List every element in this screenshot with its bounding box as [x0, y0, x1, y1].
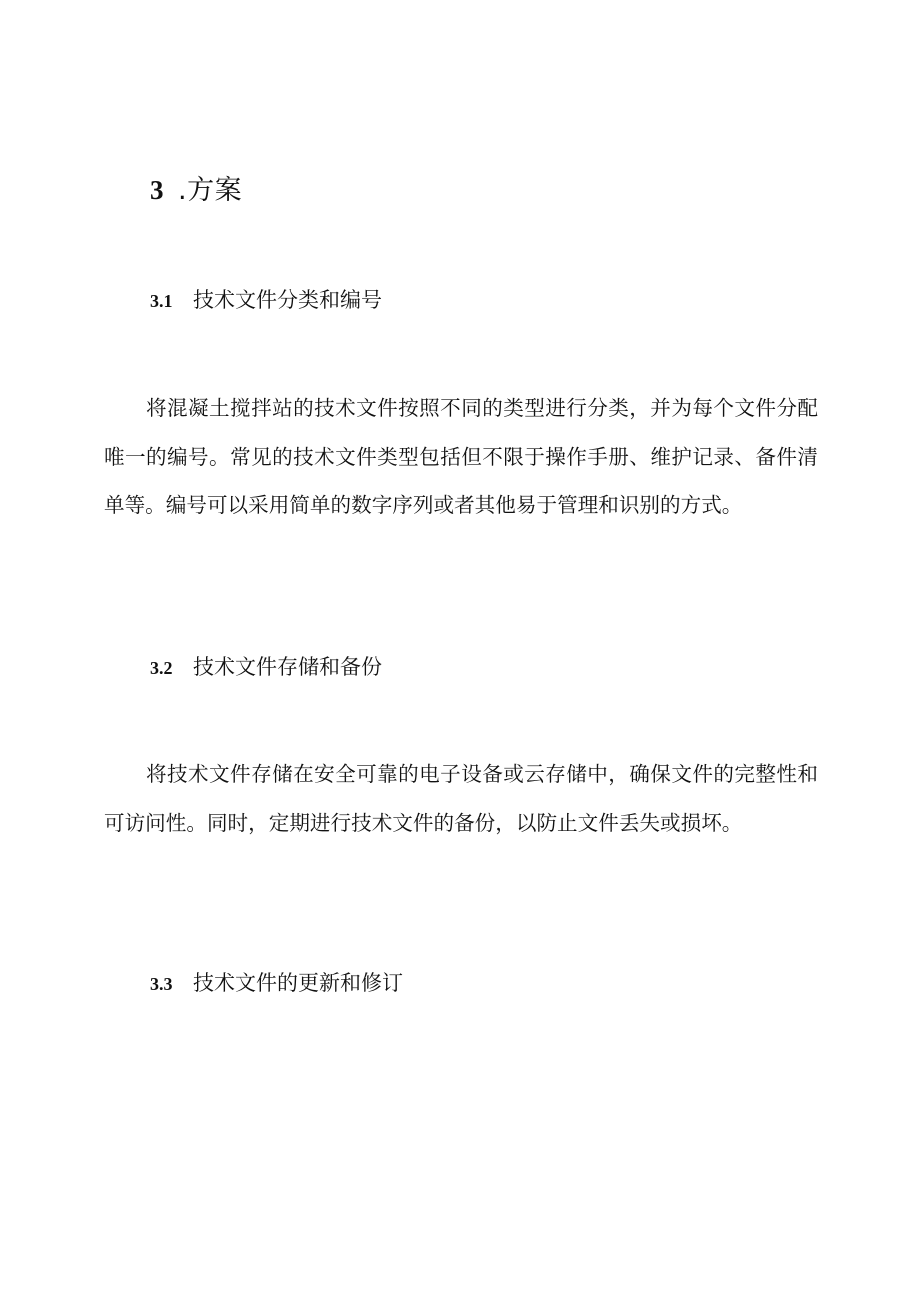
section-heading-3-3	[150, 967, 403, 997]
chapter-title: .方案	[178, 175, 243, 206]
chapter-number: 3	[150, 175, 164, 205]
section-title: 技术文件的更新和修订	[193, 971, 403, 995]
section-heading-3-2	[150, 651, 382, 681]
section-heading-3-1	[150, 284, 382, 314]
section-number: 3.3	[150, 974, 173, 994]
section-title: 技术文件分类和编号	[193, 288, 382, 312]
section-3-2-paragraph: 将技术文件存储在安全可靠的电子设备或云存储中，确保文件的完整性和可访问性。同时，定期进行技术文件的备份，以防止文件丢失或损坏。	[104, 762, 818, 835]
chapter-heading	[150, 168, 242, 207]
section-title: 技术文件存储和备份	[193, 655, 382, 679]
section-number: 3.1	[150, 291, 173, 311]
section-number: 3.2	[150, 658, 173, 678]
section-3-1-paragraph: 将混凝土搅拌站的技术文件按照不同的类型进行分类，并为每个文件分配唯一的编号。常见的技术文件类型包括但不限于操作手册、维护记录、备件清单等。编号可以采用简单的数字序列或者其他易于管理和识别的方式。	[104, 396, 818, 518]
